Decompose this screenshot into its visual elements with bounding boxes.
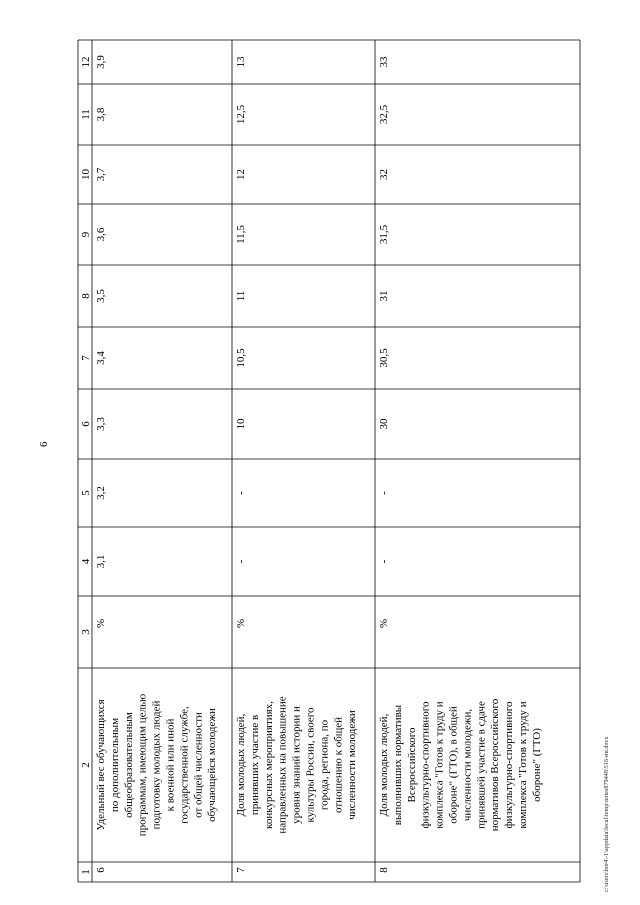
value-cell: - — [235, 559, 247, 564]
value-cell: 3,2 — [95, 486, 107, 500]
page-number: 6 — [38, 441, 50, 447]
row-number: 8 — [378, 867, 390, 873]
indicator-description-line: Всероссийского — [405, 727, 418, 803]
header-cell: 11 — [80, 109, 92, 120]
indicator-description-line: комплекса "Готов к труду и — [433, 701, 446, 829]
indicator-description-line: программам, имеющим целью — [136, 693, 149, 837]
header-cell: 4 — [80, 558, 92, 565]
indicator-description-line: от общей численности — [192, 712, 205, 818]
value-cell: 32,5 — [378, 104, 390, 125]
indicator-description-line: направленных на повышение — [276, 696, 289, 834]
value-cell: 30,5 — [378, 348, 390, 368]
indicator-description-line: Доля молодых людей, — [235, 713, 247, 817]
row-number: 7 — [235, 867, 247, 873]
unit-cell: % — [95, 618, 107, 628]
header-cell: 12 — [80, 56, 92, 68]
header-cell: 7 — [80, 355, 92, 361]
value-cell: 3,3 — [95, 417, 107, 431]
indicator-description-line: численности молодежи, — [461, 708, 474, 822]
value-cell: - — [378, 491, 390, 495]
value-cell: 3,9 — [95, 55, 107, 69]
indicator-description-line: обороне" (ГТО), в общей — [447, 706, 460, 824]
value-cell: 30 — [378, 418, 390, 430]
value-cell: 12,5 — [235, 104, 247, 125]
header-cell: 9 — [80, 231, 92, 238]
value-cell: - — [378, 559, 390, 564]
indicator-description-line: общеобразовательным — [122, 712, 135, 818]
indicator-description-line: выполнивших нормативы — [391, 704, 404, 826]
indicator-description-line: уровня знаний истории и — [290, 706, 303, 824]
indicator-description-line: физкультурно-спортивного — [503, 701, 516, 829]
indicator-description-line: культуры России, своего — [304, 707, 317, 823]
indicator-description-line: Удельный вес обучающихся — [95, 699, 107, 831]
header-cell: 10 — [80, 169, 92, 180]
value-cell: - — [235, 491, 247, 495]
indicator-description-line: принявших участие в — [248, 714, 261, 816]
unit-cell: % — [235, 618, 247, 628]
unit-cell: % — [378, 618, 390, 628]
value-cell: 3,6 — [95, 227, 107, 242]
value-cell: 12 — [235, 169, 247, 180]
file-path-footer: c:\users\bor4\-1\appdata\local\temp\notes879448\516-ни.docx — [604, 736, 610, 892]
header-cell: 1 — [80, 869, 92, 875]
indicator-description-line: по дополнительным — [108, 717, 121, 813]
value-cell: 13 — [235, 56, 247, 68]
indicator-description-line: обучающейся молодежи — [206, 708, 219, 822]
indicator-description-line: численности молодежи — [346, 710, 359, 820]
value-cell: 11 — [235, 290, 247, 302]
indicator-description-line: подготовку молодых людей — [150, 700, 163, 830]
indicator-description-line: отношению к общей — [332, 716, 345, 814]
header-cell: 6 — [80, 421, 92, 427]
row-number: 6 — [95, 867, 107, 873]
value-cell: 31,5 — [378, 224, 390, 245]
indicator-description-line: государственной службе, — [178, 706, 191, 824]
indicator-description-line: обороне" (ГТО) — [530, 728, 543, 802]
value-cell: 3,7 — [95, 167, 107, 182]
indicator-description-line: конкурсных мероприятиях, — [262, 701, 275, 829]
value-cell: 33 — [378, 56, 390, 68]
value-cell: 10 — [235, 418, 247, 430]
header-cell: 5 — [80, 490, 92, 496]
header-cell: 8 — [80, 293, 92, 299]
value-cell: 11,5 — [235, 225, 247, 244]
indicator-description-line: города, региона, по — [318, 719, 331, 811]
indicator-description-line: комплекса "Готов к труду и — [517, 701, 529, 829]
value-cell: 10,5 — [235, 348, 247, 368]
value-cell: 3,5 — [95, 289, 107, 303]
value-cell: 31 — [378, 290, 390, 302]
header-cell: 2 — [80, 762, 92, 768]
value-cell: 32 — [378, 169, 390, 180]
indicator-description-line: Доля молодых людей, — [378, 713, 390, 817]
value-cell: 3,8 — [95, 107, 107, 122]
indicator-description-line: принявшей участие в сдаче — [475, 701, 488, 829]
indicator-description-line: физкультурно-спортивного — [419, 701, 432, 829]
value-cell: 3,4 — [95, 351, 107, 365]
header-cell: 3 — [80, 629, 92, 635]
indicator-description-line: к военной или иной — [164, 718, 177, 812]
value-cell: 3,1 — [95, 554, 107, 569]
indicator-description-line: нормативов Всероссийского — [489, 698, 502, 832]
